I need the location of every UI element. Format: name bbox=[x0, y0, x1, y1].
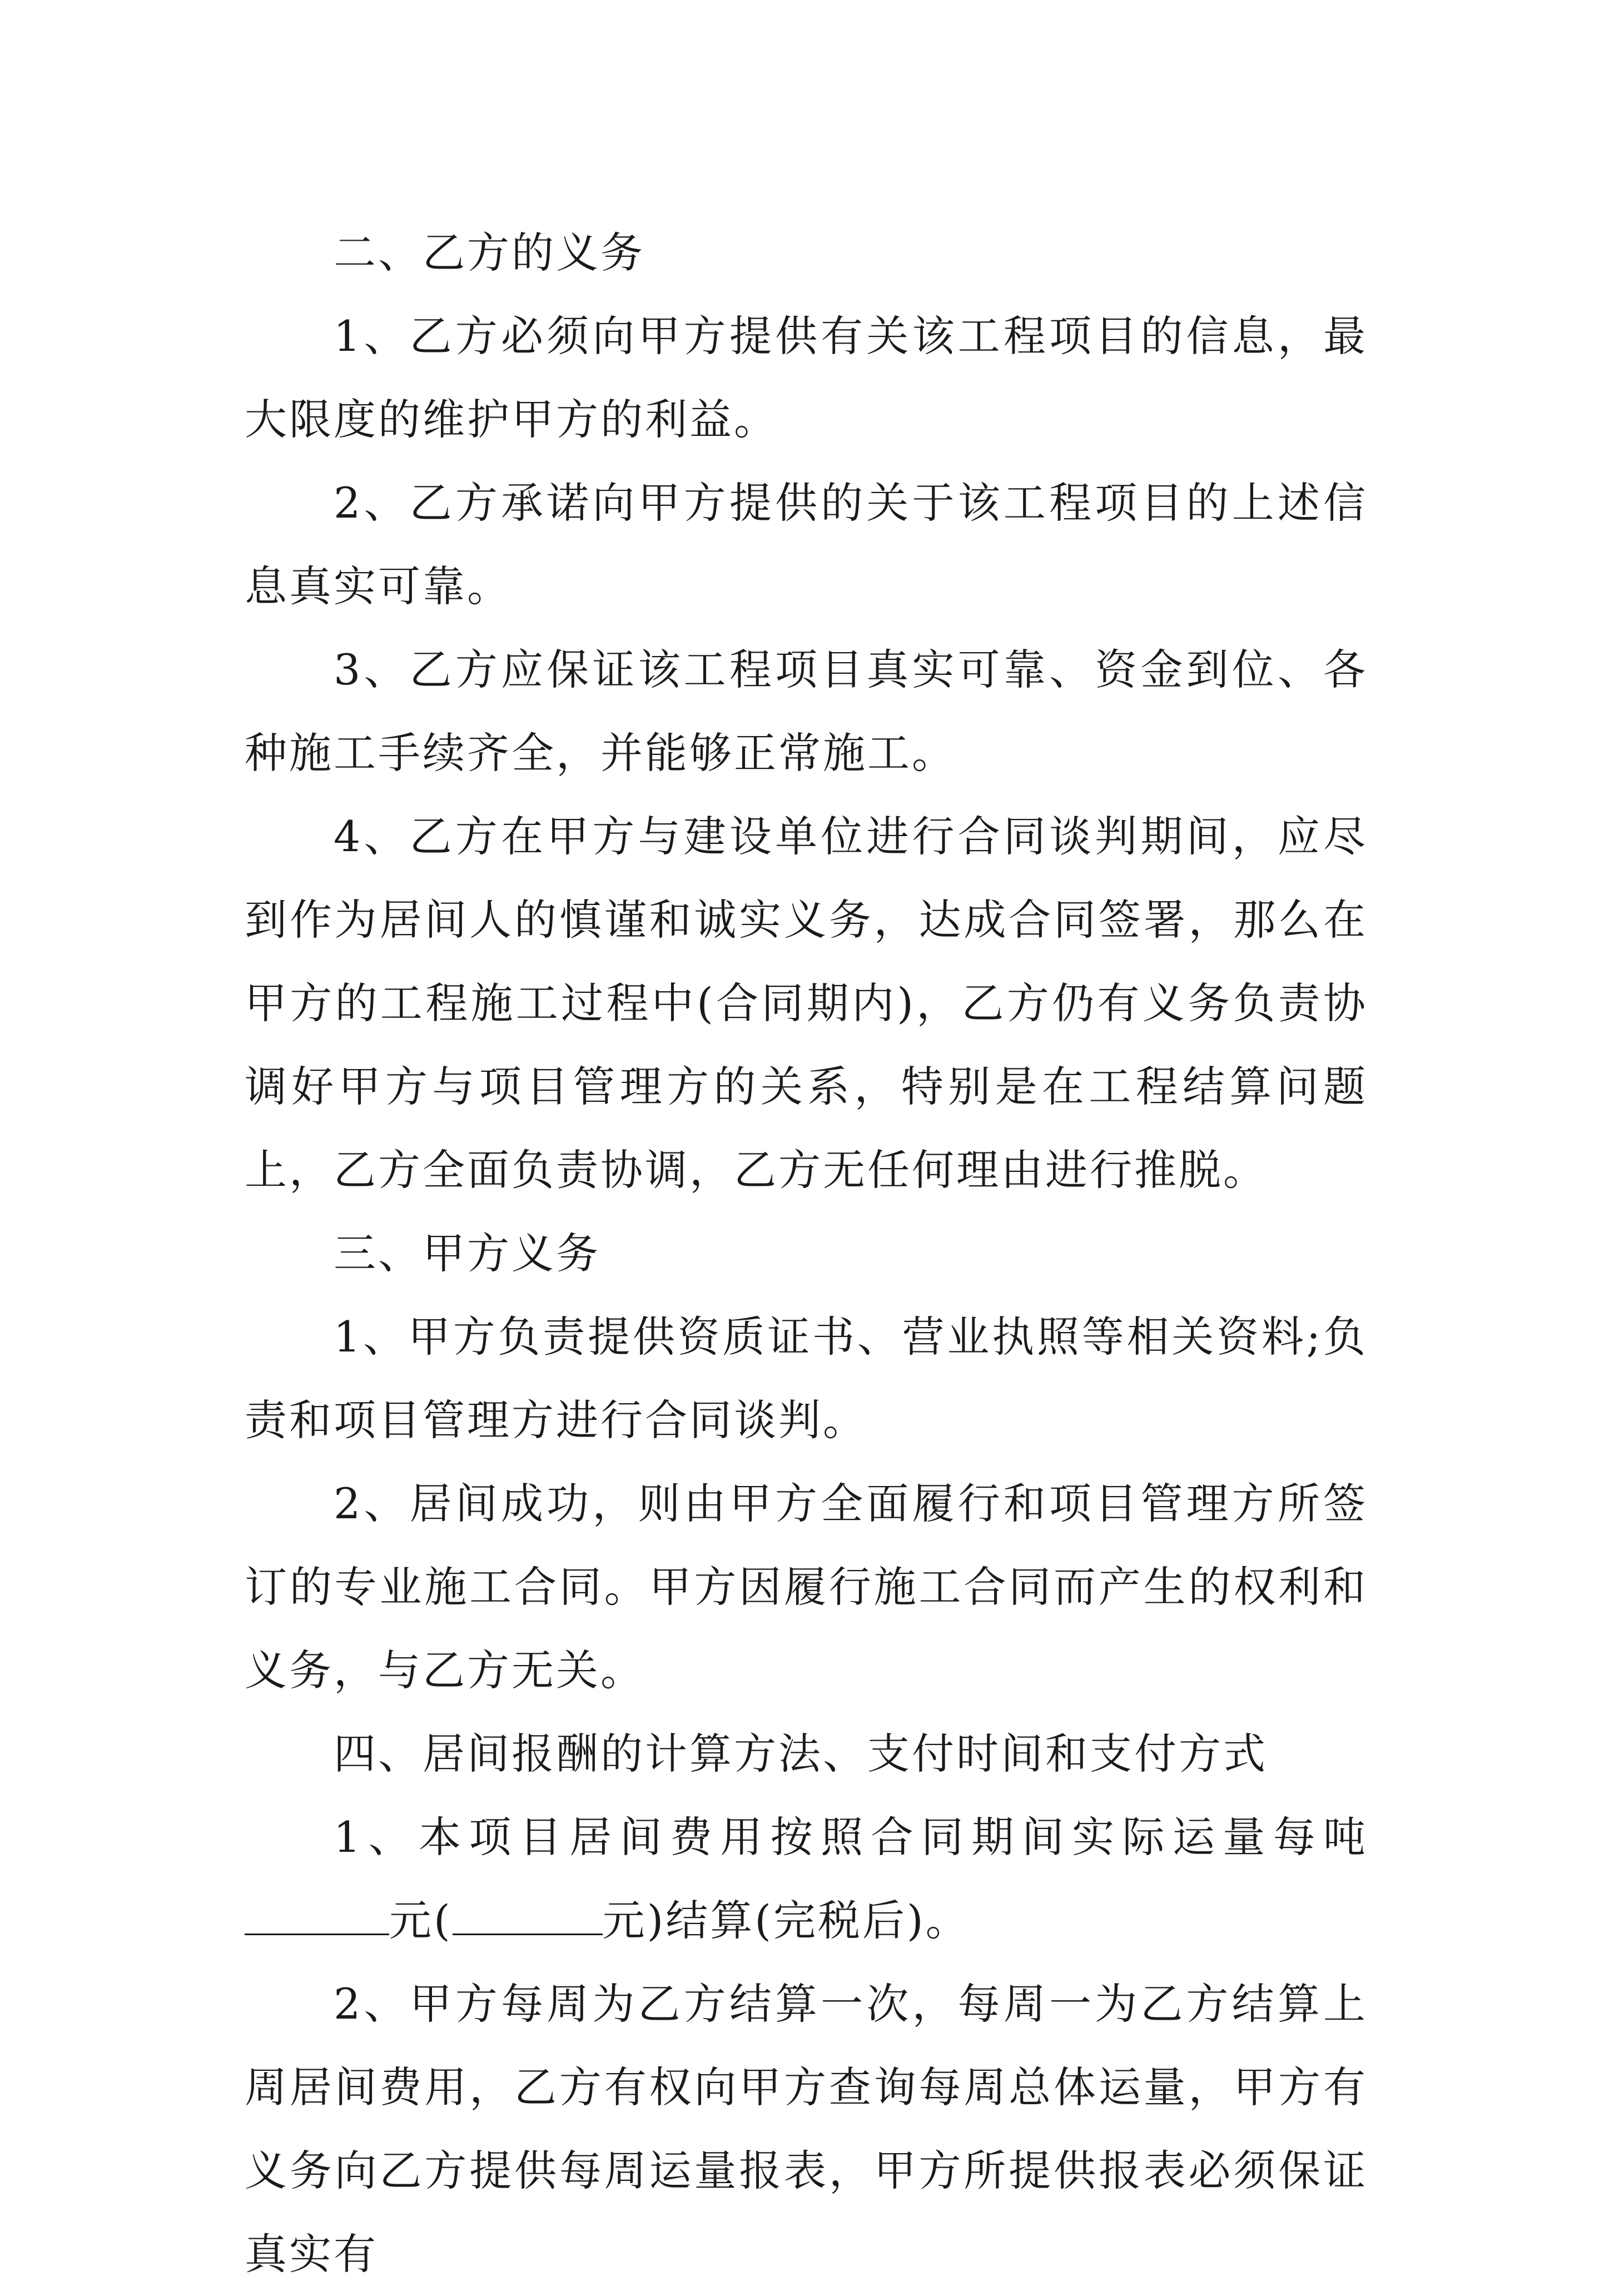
party-b-item-1: 1、乙方必须向甲方提供有关该工程项目的信息，最大限度的维护甲方的利益。 bbox=[245, 311, 1368, 444]
party-b-item-2: 2、乙方承诺向甲方提供的关于该工程项目的上述信息真实可靠。 bbox=[245, 478, 1368, 611]
fill-blank-per-ton-amount[interactable] bbox=[245, 1895, 389, 1935]
document-body bbox=[245, 211, 1368, 2296]
fill-blank-amount-in-words[interactable] bbox=[453, 1895, 603, 1935]
remuneration-item-1 bbox=[245, 1796, 1368, 1962]
section-heading-remuneration: 四、居间报酬的计算方法、支付时间和支付方式 bbox=[334, 1729, 1268, 1778]
remuneration-item-2: 2、甲方每周为乙方结算一次，每周一为乙方结算上周居间费用，乙方有权向甲方查询每周总体运量，甲方有义务向乙方提供每周运量报表，甲方所提供报表必须保证真实有 bbox=[245, 1979, 1368, 2279]
section-heading-obligations-party-b: 二、乙方的义务 bbox=[334, 228, 645, 277]
party-a-item-1: 1、甲方负责提供资质证书、营业执照等相关资料;负责和项目管理方进行合同谈判。 bbox=[245, 1312, 1368, 1445]
remuneration-item-1-text-c: 元)结算(完税后)。 bbox=[602, 1896, 970, 1945]
remuneration-item-1-text-b: 元( bbox=[389, 1896, 453, 1945]
remuneration-item-1-text-a: 1、本项目居间费用按照合同期间实际运量每吨 bbox=[334, 1812, 1368, 1862]
section-heading-obligations-party-a: 三、甲方义务 bbox=[334, 1229, 600, 1278]
party-b-item-4: 4、乙方在甲方与建设单位进行合同谈判期间，应尽到作为居间人的慎谨和诚实义务，达成合同签署，那么在甲方的工程施工过程中(合同期内)，乙方仍有义务负责协调好甲方与项目管理方的关系，特别是在工程结算问题上，乙方全面负责协调，乙方无任何理由进行推脱。 bbox=[245, 812, 1368, 1195]
party-a-item-2: 2、居间成功，则由甲方全面履行和项目管理方所签订的专业施工合同。甲方因履行施工合同而产生的权利和义务，与乙方无关。 bbox=[245, 1479, 1368, 1695]
party-b-item-3: 3、乙方应保证该工程项目真实可靠、资金到位、各种施工手续齐全，并能够正常施工。 bbox=[245, 645, 1368, 778]
